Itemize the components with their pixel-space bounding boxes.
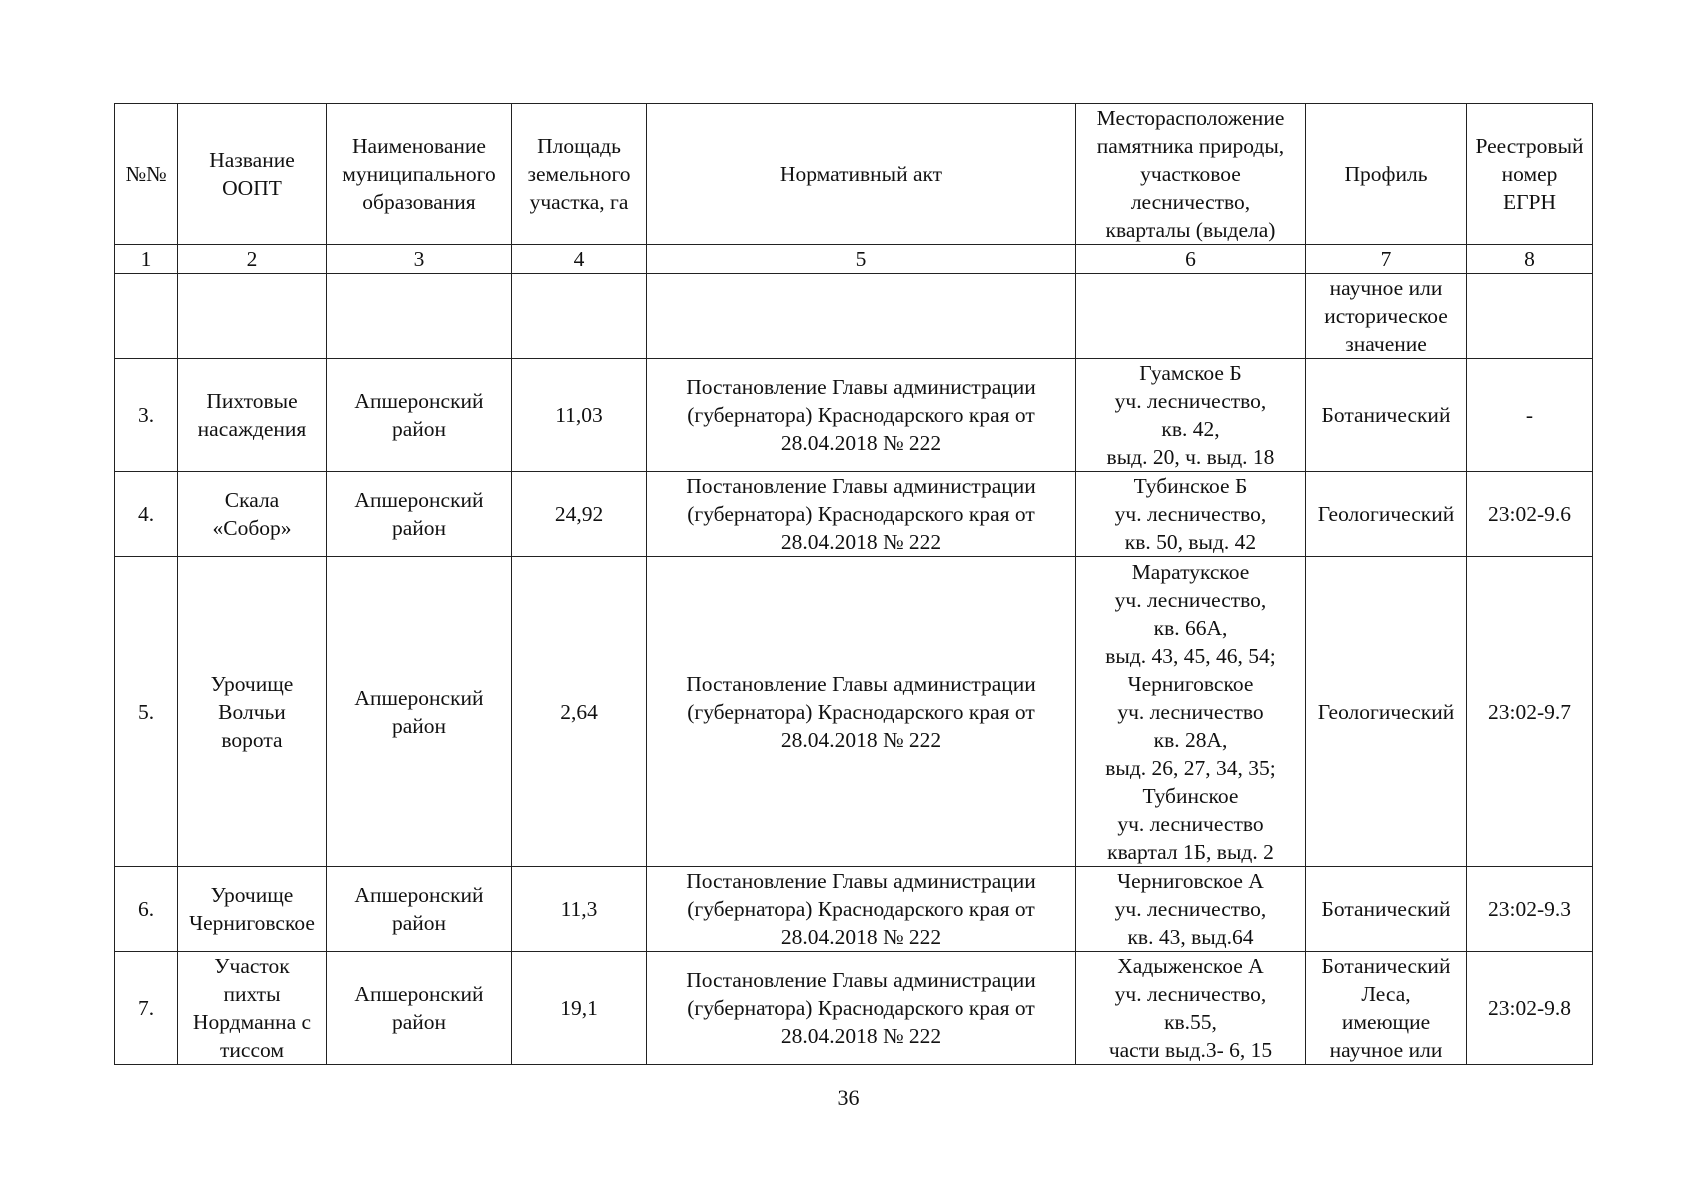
protected-areas-table [114, 103, 1593, 1065]
land-area-cell: 11,03 [512, 359, 647, 472]
row-number-cell: 5. [115, 557, 178, 867]
table-cell [1467, 274, 1593, 359]
table-row [115, 867, 1593, 952]
row-number-cell: 3. [115, 359, 178, 472]
normative-act-cell: Постановление Главы администрации (губернатора) Краснодарского края от 28.04.2018 № 222 [647, 359, 1076, 472]
row-number-cell: 4. [115, 472, 178, 557]
registry-number-cell: 23:02-9.7 [1467, 557, 1593, 867]
location-cell: Черниговское А уч. лесничество, кв. 43, выд.64 [1076, 867, 1306, 952]
location-cell: Хадыженское А уч. лесничество, кв.55, части выд.3- 6, 15 [1076, 952, 1306, 1065]
location-cell: Маратукское уч. лесничество, кв. 66А, выд. 43, 45, 46, 54; Черниговское уч. лесничество кв. 28А, выд. 26, 27, 34, 35; Тубинское уч. лесничество квартал 1Б, выд. 2 [1076, 557, 1306, 867]
table-row [115, 472, 1593, 557]
location-cell: Гуамское Б уч. лесничество, кв. 42, выд. 20, ч. выд. 18 [1076, 359, 1306, 472]
table-row [115, 557, 1593, 867]
column-number-cell: 3 [327, 245, 512, 274]
header-cell: Месторасположение памятника природы, участковое лесничество, кварталы (выдела) [1076, 104, 1306, 245]
registry-number-cell: 23:02-9.8 [1467, 952, 1593, 1065]
profile-cell: Геологический [1306, 557, 1467, 867]
header-row [115, 104, 1593, 245]
land-area-cell: 19,1 [512, 952, 647, 1065]
registry-number-cell: - [1467, 359, 1593, 472]
header-cell: №№ [115, 104, 178, 245]
table-cell [327, 274, 512, 359]
table-row [115, 952, 1593, 1065]
profile-cell: Ботанический Леса, имеющие научное или [1306, 952, 1467, 1065]
header-cell: Площадь земельного участка, га [512, 104, 647, 245]
header-cell: Нормативный акт [647, 104, 1076, 245]
normative-act-cell: Постановление Главы администрации (губернатора) Краснодарского края от 28.04.2018 № 222 [647, 867, 1076, 952]
table-row [115, 359, 1593, 472]
page-number: 36 [837, 1085, 860, 1110]
municipality-cell: Апшеронский район [327, 359, 512, 472]
column-number-cell: 1 [115, 245, 178, 274]
land-area-cell: 11,3 [512, 867, 647, 952]
header-cell: Наименование муниципального образования [327, 104, 512, 245]
municipality-cell: Апшеронский район [327, 472, 512, 557]
area-name-cell: Пихтовые насаждения [178, 359, 327, 472]
area-name-cell: Скала «Собор» [178, 472, 327, 557]
column-number-cell: 5 [647, 245, 1076, 274]
municipality-cell: Апшеронский район [327, 557, 512, 867]
row-number-cell: 6. [115, 867, 178, 952]
header-cell: Профиль [1306, 104, 1467, 245]
area-name-cell: Урочище Волчьи ворота [178, 557, 327, 867]
table-cell [115, 274, 178, 359]
land-area-cell: 24,92 [512, 472, 647, 557]
registry-number-cell: 23:02-9.3 [1467, 867, 1593, 952]
profile-cell: Ботанический [1306, 867, 1467, 952]
row-number-cell: 7. [115, 952, 178, 1065]
header-cell: Реестровый номер ЕГРН [1467, 104, 1593, 245]
table-cell [178, 274, 327, 359]
table-cell: научное или историческое значение [1306, 274, 1467, 359]
area-name-cell: Урочище Черниговское [178, 867, 327, 952]
land-area-cell: 2,64 [512, 557, 647, 867]
column-number-cell: 2 [178, 245, 327, 274]
normative-act-cell: Постановление Главы администрации (губернатора) Краснодарского края от 28.04.2018 № 222 [647, 557, 1076, 867]
area-name-cell: Участок пихты Нордманна с тиссом [178, 952, 327, 1065]
table-cell [647, 274, 1076, 359]
normative-act-cell: Постановление Главы администрации (губернатора) Краснодарского края от 28.04.2018 № 222 [647, 472, 1076, 557]
table-cell [1076, 274, 1306, 359]
column-number-cell: 4 [512, 245, 647, 274]
profile-cell: Ботанический [1306, 359, 1467, 472]
profile-cell: Геологический [1306, 472, 1467, 557]
header-cell: Название ООПТ [178, 104, 327, 245]
municipality-cell: Апшеронский район [327, 952, 512, 1065]
column-number-cell: 6 [1076, 245, 1306, 274]
municipality-cell: Апшеронский район [327, 867, 512, 952]
column-number-row [115, 245, 1593, 274]
column-number-cell: 8 [1467, 245, 1593, 274]
column-number-cell: 7 [1306, 245, 1467, 274]
registry-number-cell: 23:02-9.6 [1467, 472, 1593, 557]
table-cell [512, 274, 647, 359]
location-cell: Тубинское Б уч. лесничество, кв. 50, выд. 42 [1076, 472, 1306, 557]
continuation-row [115, 274, 1593, 359]
normative-act-cell: Постановление Главы администрации (губернатора) Краснодарского края от 28.04.2018 № 222 [647, 952, 1076, 1065]
